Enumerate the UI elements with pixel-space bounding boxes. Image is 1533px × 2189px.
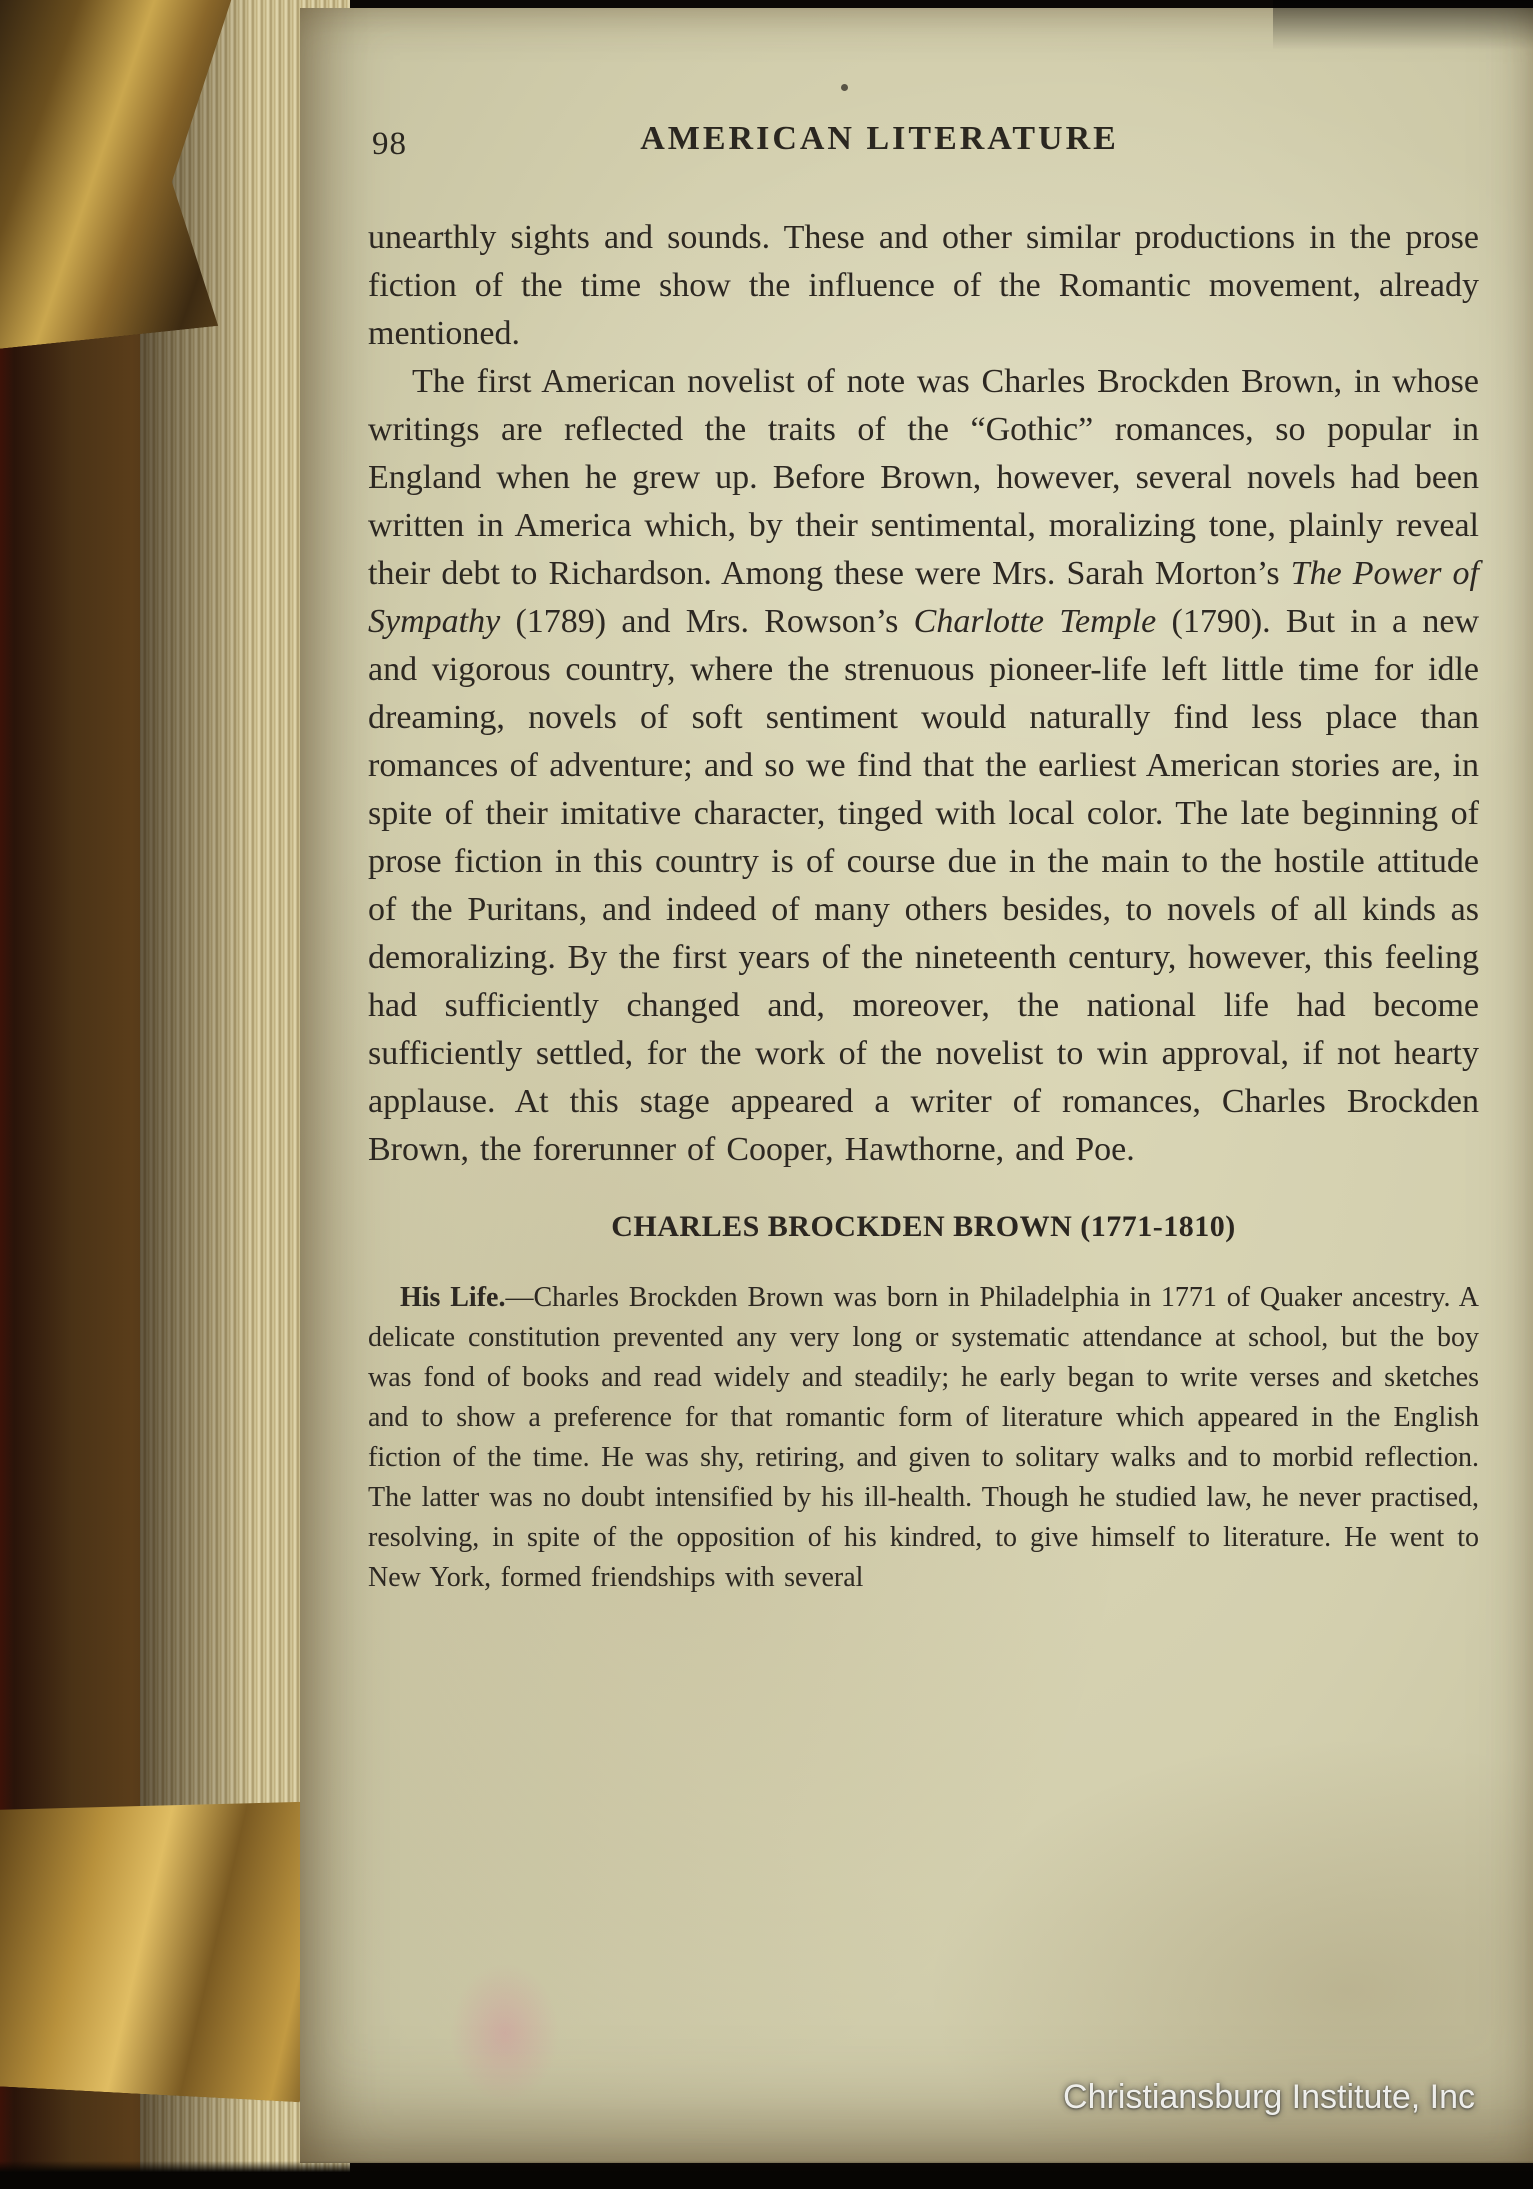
text-segment: (1789) and Mrs. Rowson’s — [500, 603, 914, 640]
running-header-title: AMERICAN LITERATURE — [640, 120, 1119, 157]
paragraph-continuation: unearthly sights and sounds. These and other similar productions in the prose fiction of the time show the influence of the Romantic movement, already mentioned. — [368, 219, 1479, 352]
stray-ink-mark — [841, 84, 848, 91]
book-title-italic-charlotte-temple: Charlotte Temple — [913, 603, 1157, 640]
section-heading: CHARLES BROCKDEN BROWN (1771-1810) — [611, 1210, 1236, 1243]
paragraph-main — [368, 358, 1479, 1174]
book-title-italic-power-of-sympathy: The Power of Sympathy — [368, 555, 1479, 640]
text-segment: (1790). But in a new and vigorous country, where the strenuous pioneer-life left little time for idle dreaming, novels of soft sentiment would naturally find less place than romances of adventure; and so we find that the earliest American stories are, in spite of their imitative character, tinged with local color. The late beginning of prose fiction in this country is of course due in the main to the hostile attitude of the Puritans, and indeed of many others besides, to novels of all kinds as demoralizing. By the first years of the nineteenth century, however, this feeling had sufficiently changed and, moreover, the national life had become sufficiently settled, for the work of the novelist to win approval, if not hearty applause. At this stage appeared a writer of romances, Charles Brockden Brown, the forerunner of Cooper, Hawthorne, and Poe. — [368, 603, 1479, 1168]
pink-stain-smudge — [450, 1963, 560, 2103]
text-segment: —Charles Brockden Brown was born in Philadelphia in 1771 of Quaker ancestry. A delicate constitution prevented any very long or systematic attendance at school, but the boy was fond of books and read widely and steadily; he early began to write verses and sketches and to show a preference for that romantic form of literature which appeared in the English fiction of the time. He was shy, retiring, and given to solitary walks and to morbid reflection. The latter was no doubt intensified by his ill-health. Though he studied law, he never practised, resolving, in spite of the opposition of his kindred, to give himself to literature. He went to New York, formed friendships with several — [368, 1282, 1479, 1593]
photo-shadow-top — [1273, 0, 1533, 50]
paragraph-his-life — [368, 1278, 1479, 1598]
watermark-credit: Christiansburg Institute, Inc — [1063, 2078, 1475, 2116]
text-segment: The first American novelist of note was Charles Brockden Brown, in whose writings are reflected the traits of the “Gothic” romances, so popular in England when he grew up. Before Brown, however, several novels had been written in America which, by their sentimental, moralizing tone, plainly reveal their debt to Richardson. Among these were Mrs. Sarah Morton’s — [368, 363, 1479, 592]
brass-corner-clasp-bottom — [0, 1786, 351, 2104]
text-column — [368, 214, 1479, 1598]
page-number: 98 — [372, 126, 407, 162]
photo-shadow-bottom — [0, 2161, 1533, 2189]
book-page — [300, 8, 1533, 2163]
page-header — [300, 120, 1533, 172]
lead-in-bold-label: His Life. — [400, 1282, 506, 1313]
